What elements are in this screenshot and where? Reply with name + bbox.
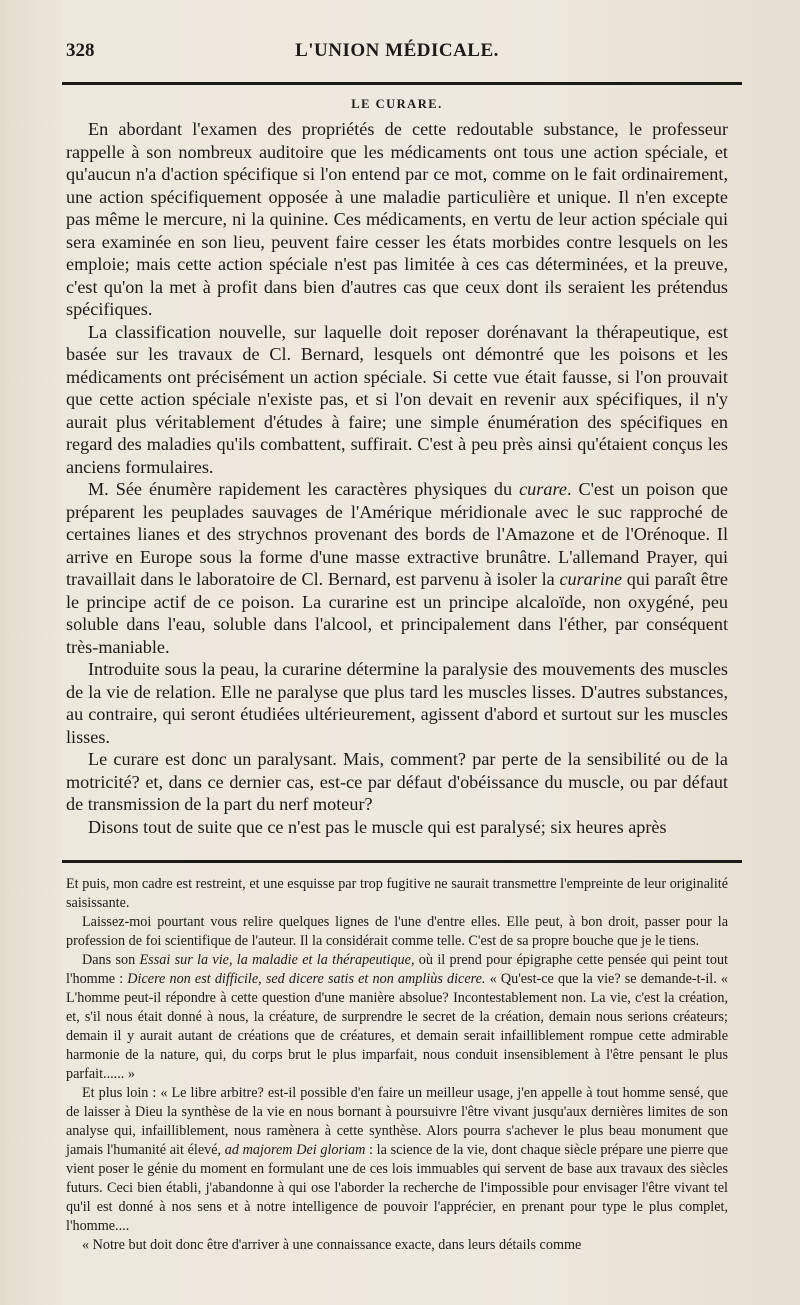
journal-title: L'UNION MÉDICALE. <box>295 40 499 61</box>
text-run: qui paraît être le principe actif de ce poison. <box>66 569 728 612</box>
text-run: La curarine est un principe alcaloïde, non oxygéné, peu soluble dans l'eau, soluble dans l'alcool, et principalement dans l'éther, par conséquent très-maniable. <box>66 591 729 657</box>
text-run: Dans son <box>82 952 140 968</box>
italic-term: curarine <box>559 569 623 589</box>
text-run: Et plus loin : « Le libre arbitre? est-il possible d'en faire un meilleur usage, j'en appelle à tout homme sensé, que de laisser à Dieu la synthèse de la vie en nous bornant à poursuivre l'être vivant jusqu'aux dernières limites de son analyse qui, infailliblement, nous ramènera à cette synthèse. Alors pourra s'achever le plus beau monument que jamais l'humanité ait élevé, <box>66 1085 728 1158</box>
feuilleton-paragraph: « Notre but doit donc être d'arriver à une connaissance exacte, dans leurs détails comme <box>82 1237 582 1253</box>
feuilleton-rule <box>62 860 742 863</box>
running-head <box>66 40 728 80</box>
text-run: , où il prend pour épigraphe cette pensée qui peint tout l'homme : <box>66 952 728 987</box>
page-number: 328 <box>66 40 95 61</box>
feuilleton-paragraph <box>66 951 728 1084</box>
header-rule <box>62 82 742 85</box>
feuilleton-section <box>66 875 728 1255</box>
epigraph: Dicere non est difficile, sed dicere satis et non ampliùs dicere. <box>127 971 486 987</box>
feuilleton-paragraph <box>66 1084 728 1236</box>
article-paragraph: La classification nouvelle, sur laquelle doit reposer dorénavant la thérapeutique, est basée sur les travaux de Cl. Bernard, lesquels ont démontré que les poisons et les médicaments ont précisément un action spéciale. Si cette vue était fausse, si l'on prouvait que cette action spéciale n'existe pas, et si l'on devait en revenir aux spécifiques, il n'y aurait plus véritablement d'études à faire; une simple énumération des spécifiques en regard des maladies qu'ils combattent, suffirait. C'est à peu près ainsi qu'étaient conçus les anciens formulaires. <box>66 321 728 477</box>
latin-phrase: ad majorem Dei gloriam <box>224 1142 366 1158</box>
article-paragraph: Introduite sous la peau, la curarine détermine la paralysie des mouvements des muscles de la vie de relation. Elle ne paralyse que plus tard les muscles lisses. D'autres substances, au contraire, qui seront étudiées ultérieurement, agissent d'abord et surtout sur les muscles lisses. <box>66 659 728 747</box>
article-paragraph <box>66 478 728 658</box>
article-paragraph: Le curare est donc un paralysant. Mais, comment? par perte de la sensibilité ou de la motricité? et, dans ce dernier cas, est-ce par défaut d'obéissance du muscle, ou par défaut de transmission de la part du nerf moteur? <box>66 749 728 814</box>
feuilleton-paragraph: Et puis, mon cadre est restreint, et une esquisse par trop fugitive ne saurait transmettre l'empreinte de leur originalité saisissante. <box>66 876 728 911</box>
text-run: « Qu'est-ce que la vie? se demande-t-il. « L'homme peut-il répondre à cette question d'une manière absolue? Incontestablement non. La vie, c'est la création, et, s'il nous était donné à nous, la créature, de surprendre le secret de la création, demain nous serions créateurs; demain il y aurait autant de créations que de créatures, et demain serait infailliblement rompue cette admirable harmonie de la nature, qui, du corps brut le plus imparfait, nous conduit insensiblement à l'être pensant le plus parfait...... » <box>66 971 728 1082</box>
italic-term: curare <box>519 479 567 499</box>
text-run: . C'est un poison que préparent les peuplades sauvages de l'Amérique méridionale avec le suc rapproché de certaines lianes et des strychnos provenant des bords de l'Amazone et de l'Orénoque. Il arrive en Europe sous la forme d'une masse extractive brunâtre. L'allemand Prayer, qui travaillait dans le laboratoire de Cl. Bernard, est parvenu à isoler la <box>66 479 728 589</box>
article-paragraph: En abordant l'examen des propriétés de cette redoutable substance, le professeur rappelle à son nombreux auditoire que les médicaments ont tous une action spéciale, et qu'aucun n'a d'action spécifique si l'on entend par ce mot, comme on le fait ordinairement, une action spécifiquement opposée à une maladie particulière et unique. Il n'en excepte pas même le mercure, ni la quinine. Ces médicaments, en vertu de leur action spéciale qui sera examinée en son lieu, peuvent faire cesser les états morbides contre lesquels on les emploie; mais cette action spéciale n'est pas limitée à ces cas déterminées, et la preuve, c'est qu'on la met à profit dans bien d'autres cas que ceux dont ils seraient les prétendus spécifiques. <box>66 119 728 319</box>
feuilleton-paragraph: Laissez-moi pourtant vous relire quelques lignes de l'une d'entre elles. Elle peut, à bon droit, passer pour la profession de foi scientifique de l'auteur. Il la considérait comme telle. C'est de sa propre bouche que je le tiens. <box>66 914 728 949</box>
book-title: Essai sur la vie, la maladie et la thérapeutique <box>139 952 411 968</box>
article-body <box>66 118 728 838</box>
text-run: M. Sée énumère rapidement les caractères physiques du <box>88 479 520 499</box>
text-run: : la science de la vie, dont chaque siècle prépare une pierre que vient poser le génie du moment en formulant une de ces lois immuables qui servent de base aux travaux des siècles futurs. Ceci bien établi, j'abandonne à qui ose l'aborder la recherche de l'impossible pour envisager l'être vivant tel qu'il est donné à nos sens et à notre intelligence de pouvoir l'apprécier, en prenant pour type le plus complet, l'homme.... <box>66 1142 729 1234</box>
section-title: LE CURARE. <box>351 97 443 111</box>
article-paragraph: Disons tout de suite que ce n'est pas le muscle qui est paralysé; six heures après <box>88 816 667 837</box>
